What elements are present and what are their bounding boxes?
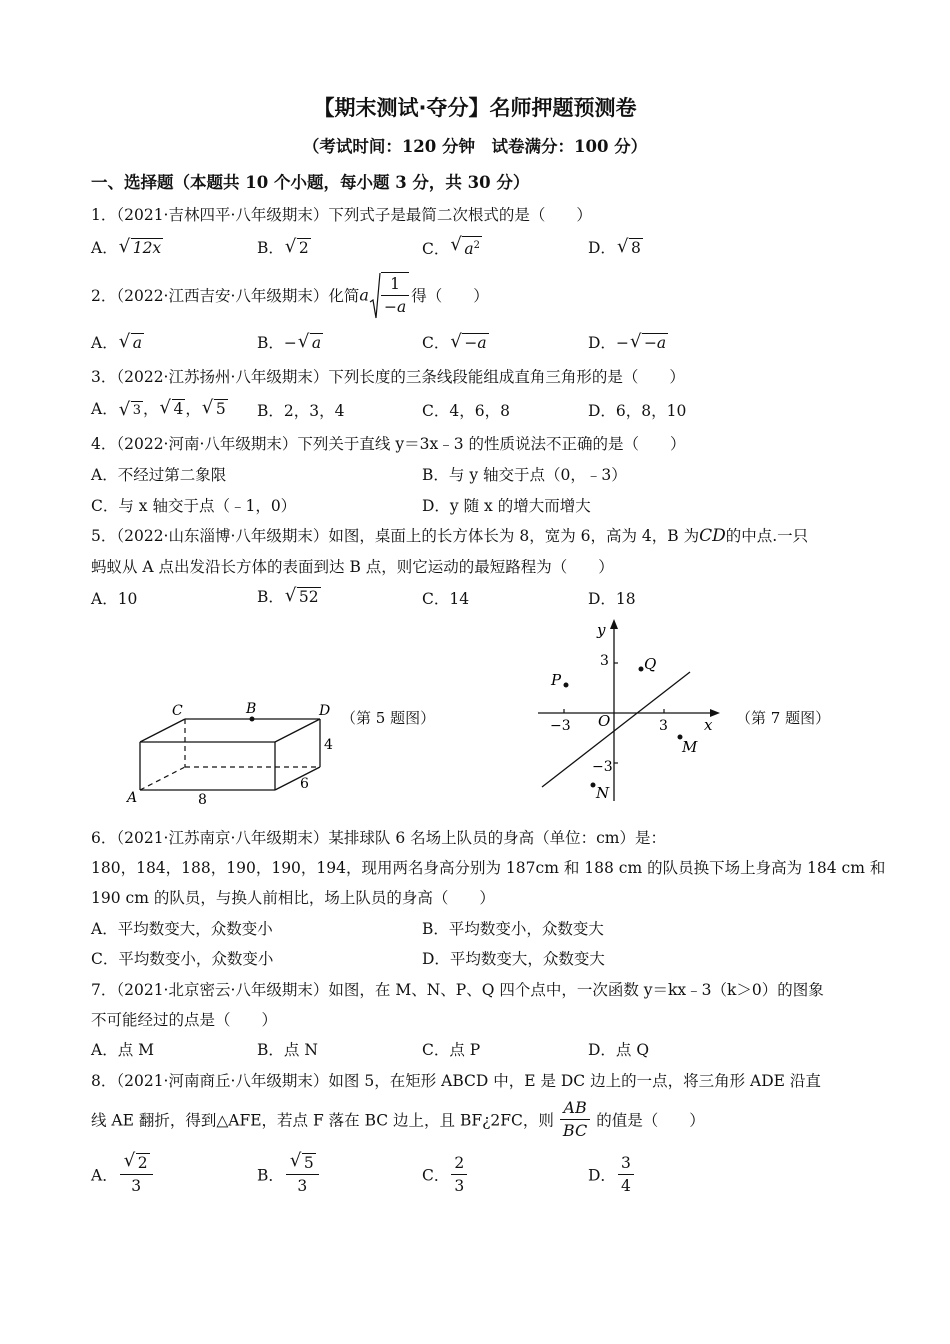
question-7-stem-line2: 不可能经过的点是（ ） — [91, 1011, 278, 1029]
sqrt-expression — [203, 399, 228, 418]
option-label: D． — [588, 1166, 616, 1185]
option-label: A． — [91, 239, 118, 257]
q3-option-b[interactable]: B．2，3，4 — [257, 402, 345, 420]
sqrt-expression — [451, 236, 482, 258]
q2-option-d[interactable] — [588, 331, 668, 353]
q2-option-a[interactable] — [91, 331, 144, 353]
page-title: 【期末测试·夺分】名师押题预测卷 — [313, 96, 637, 120]
sqrt-expression — [299, 333, 323, 352]
sqrt-expression — [291, 1152, 316, 1174]
fraction — [451, 1152, 467, 1197]
q8-option-a[interactable] — [91, 1152, 155, 1197]
label-c: C — [172, 703, 183, 719]
radical-sign-icon — [369, 272, 381, 322]
q5-option-a[interactable]: A．10 — [91, 590, 138, 608]
radicand: 2 — [137, 1154, 148, 1172]
q6-option-c[interactable]: C．平均数变小，众数变小 — [91, 950, 274, 968]
q2-option-c[interactable] — [422, 331, 489, 353]
question-1-stem: 1．（2021·吉林四平·八年级期末）下列式子是最简二次根式的是（ ） — [91, 206, 592, 224]
radicand: a — [132, 334, 142, 352]
option-label: D． — [588, 334, 616, 352]
fraction — [286, 1152, 319, 1197]
sqrt-expression — [286, 238, 311, 257]
option-label: B． — [257, 588, 284, 606]
question-6-stem-line1: 6．（2021·江苏南京·八年级期末）某排球队 6 名场上队员的身高（单位：cm）是： — [91, 829, 667, 847]
radicand: −a — [464, 334, 487, 352]
sqrt-expression — [631, 333, 668, 352]
denominator: 3 — [454, 1177, 465, 1195]
q6-option-d[interactable]: D．平均数变大，众数变大 — [422, 950, 605, 968]
radicand: −a — [643, 334, 667, 352]
q1-option-d[interactable] — [588, 236, 643, 258]
stem-text: 的值是（ ） — [596, 1111, 705, 1130]
numerator: 1 — [381, 273, 409, 296]
q7-option-a[interactable]: A．点 M — [91, 1041, 154, 1059]
top-left-edge — [140, 719, 185, 742]
cuboid-figure — [120, 695, 340, 810]
q4-option-c[interactable]: C．与 x 轴交于点（﹣1，0） — [91, 497, 297, 515]
label-y: y — [597, 621, 606, 639]
q7-option-d[interactable]: D．点 Q — [588, 1041, 650, 1059]
denominator: −a — [383, 298, 407, 316]
minus-sign: − — [283, 334, 297, 352]
minus-sign: − — [615, 334, 629, 352]
sqrt-expression — [618, 238, 643, 257]
fraction — [381, 272, 409, 318]
label-q: Q — [644, 655, 657, 673]
exam-info: （考试时间：120 分钟 试卷满分：100 分） — [302, 137, 648, 156]
radicand: 5 — [215, 400, 226, 418]
label-n: N — [596, 784, 610, 802]
sqrt-expression — [125, 1152, 150, 1174]
q3-option-a[interactable] — [91, 397, 228, 420]
option-label: C． — [422, 1166, 450, 1185]
q7-option-b[interactable]: B．点 N — [257, 1041, 318, 1059]
hidden-left-edge — [140, 767, 185, 790]
point-b — [250, 717, 255, 722]
q4-option-a[interactable]: A．不经过第二象限 — [91, 466, 227, 484]
separator: ， — [185, 400, 201, 418]
radicand: 8 — [630, 239, 641, 257]
radicand: a — [311, 334, 322, 352]
point-q — [639, 667, 644, 672]
q5-option-d[interactable]: D．18 — [588, 590, 636, 608]
label-height: 4 — [324, 737, 333, 753]
sqrt-expression — [120, 238, 163, 257]
q8-option-c[interactable] — [422, 1152, 469, 1197]
denominator: 3 — [131, 1177, 142, 1195]
fraction — [120, 1152, 153, 1197]
figure-7-caption: （第 7 题图） — [736, 709, 831, 727]
option-label: B． — [257, 1166, 284, 1185]
sqrt-expression — [161, 399, 186, 418]
fraction-ab-bc — [560, 1097, 590, 1142]
option-label: B． — [257, 239, 284, 257]
section-heading: 一、选择题（本题共 10 个小题，每小题 3 分，共 30 分） — [91, 173, 530, 192]
radicand: 3 — [132, 403, 141, 418]
q3-option-c[interactable]: C．4，6，8 — [422, 402, 510, 420]
segment-cd: CD — [699, 526, 726, 546]
q1-option-b[interactable] — [257, 236, 311, 258]
question-8-stem-line2 — [91, 1097, 705, 1142]
figure-5-caption: （第 5 题图） — [341, 709, 436, 727]
point-p — [564, 683, 569, 688]
y-arrow-icon — [610, 619, 618, 629]
label-origin: O — [598, 712, 611, 730]
q4-option-b[interactable]: B．与 y 轴交于点（0，﹣3） — [422, 466, 627, 484]
label-m: M — [682, 738, 698, 756]
q3-option-d[interactable]: D．6，8，10 — [588, 402, 687, 420]
bottom-right-edge — [275, 767, 320, 790]
option-label: C． — [422, 240, 450, 259]
numerator: AB — [560, 1097, 590, 1120]
radicand: 5 — [303, 1154, 314, 1172]
exponent: 2 — [473, 240, 480, 251]
stem-text: 5．（2022·山东淄博·八年级期末）如图，桌面上的长方体长为 8，宽为 6，高为 4，B 为 — [91, 527, 700, 545]
question-3-stem: 3．（2022·江苏扬州·八年级期末）下列长度的三条线段能组成直角三角形的是（ ） — [91, 368, 685, 386]
label-x-neg3: −3 — [550, 718, 571, 734]
stem-text: 得（ ） — [411, 287, 489, 305]
label-a: A — [127, 790, 138, 806]
q5-option-c[interactable]: C．14 — [422, 590, 470, 608]
label-d: D — [319, 703, 331, 719]
q6-option-b[interactable]: B．平均数变小，众数变大 — [422, 920, 604, 938]
radicand: 2 — [298, 239, 309, 257]
q8-option-b[interactable] — [257, 1152, 321, 1197]
label-p: P — [551, 671, 562, 689]
question-6-stem-line3: 190 cm 的队员，与换人前相比，场上队员的身高（ ） — [91, 889, 495, 907]
q1-option-c[interactable] — [422, 236, 482, 259]
denominator: 3 — [297, 1177, 308, 1195]
sqrt-fraction — [369, 272, 411, 318]
option-label: A． — [91, 400, 118, 418]
q1-option-a[interactable] — [91, 236, 163, 258]
question-2-stem — [91, 272, 489, 318]
point-n — [591, 783, 596, 788]
q2-option-b[interactable] — [257, 331, 323, 353]
question-7-stem-line1: 7．（2021·北京密云·八年级期末）如图，在 M、N、P、Q 四个点中，一次函数 y＝kx﹣3（k＞0）的图象 — [91, 981, 824, 999]
stem-text: 线 AE 翻折，得到△AFE，若点 F 落在 BC 边上，且 BF¿2FC，则 — [91, 1111, 554, 1130]
option-label: B． — [257, 334, 284, 352]
numerator: 3 — [618, 1152, 634, 1175]
variable-a: a — [359, 285, 369, 305]
q5-option-b[interactable] — [257, 585, 321, 607]
q6-option-a[interactable]: A．平均数变大，众数变小 — [91, 920, 273, 938]
label-y-3: 3 — [600, 653, 609, 669]
top-right-edge — [275, 719, 320, 742]
denominator: BC — [562, 1121, 588, 1140]
radicand: 4 — [173, 400, 184, 418]
question-5-stem-line2: 蚂蚁从 A 点出发沿长方体的表面到达 B 点，则它运动的最短路程为（ ） — [91, 558, 614, 576]
sqrt-expression — [286, 587, 321, 606]
sqrt-expression — [451, 333, 488, 352]
denominator: 4 — [620, 1177, 631, 1195]
radicand: 52 — [298, 588, 319, 606]
label-b: B — [246, 701, 257, 717]
question-4-stem: 4．（2022·河南·八年级期末）下列关于直线 y＝3x﹣3 的性质说法不正确的是（ ） — [91, 435, 686, 453]
label-y-neg3: −3 — [592, 759, 613, 775]
label-length: 8 — [198, 792, 207, 808]
radicand: 12x — [132, 239, 162, 257]
fraction — [618, 1152, 634, 1197]
coordinate-plane-figure — [530, 617, 730, 805]
sqrt-expression — [120, 333, 144, 352]
question-5-stem-line1 — [91, 524, 808, 546]
question-8-stem-line1: 8．（2021·河南商丘·八年级期末）如图 5，在矩形 ABCD 中，E 是 DC 边上的一点，将三角形 ADE 沿直 — [91, 1072, 821, 1090]
option-label: A． — [91, 1166, 118, 1185]
stem-text: 的中点.一只 — [725, 527, 809, 545]
numerator: 2 — [451, 1152, 467, 1175]
radicand: a — [464, 240, 474, 259]
label-x-3: 3 — [659, 718, 668, 734]
q8-option-d[interactable] — [588, 1152, 636, 1197]
q7-option-c[interactable]: C．点 P — [422, 1041, 481, 1059]
q4-option-d[interactable]: D．y 随 x 的增大而增大 — [422, 497, 591, 515]
stem-text: 2．（2022·江西吉安·八年级期末）化简 — [91, 287, 360, 305]
label-width: 6 — [300, 776, 309, 792]
option-label: A． — [91, 334, 118, 352]
label-x: x — [704, 716, 713, 734]
option-label: C． — [422, 334, 450, 352]
option-label: D． — [588, 239, 616, 257]
sqrt-expression — [120, 401, 143, 420]
separator: ， — [142, 400, 159, 418]
question-6-stem-line2: 180，184，188，190，190，194，现用两名身高分别为 187cm 和 188 cm 的队员换下场上身高为 184 cm 和 — [91, 859, 886, 877]
